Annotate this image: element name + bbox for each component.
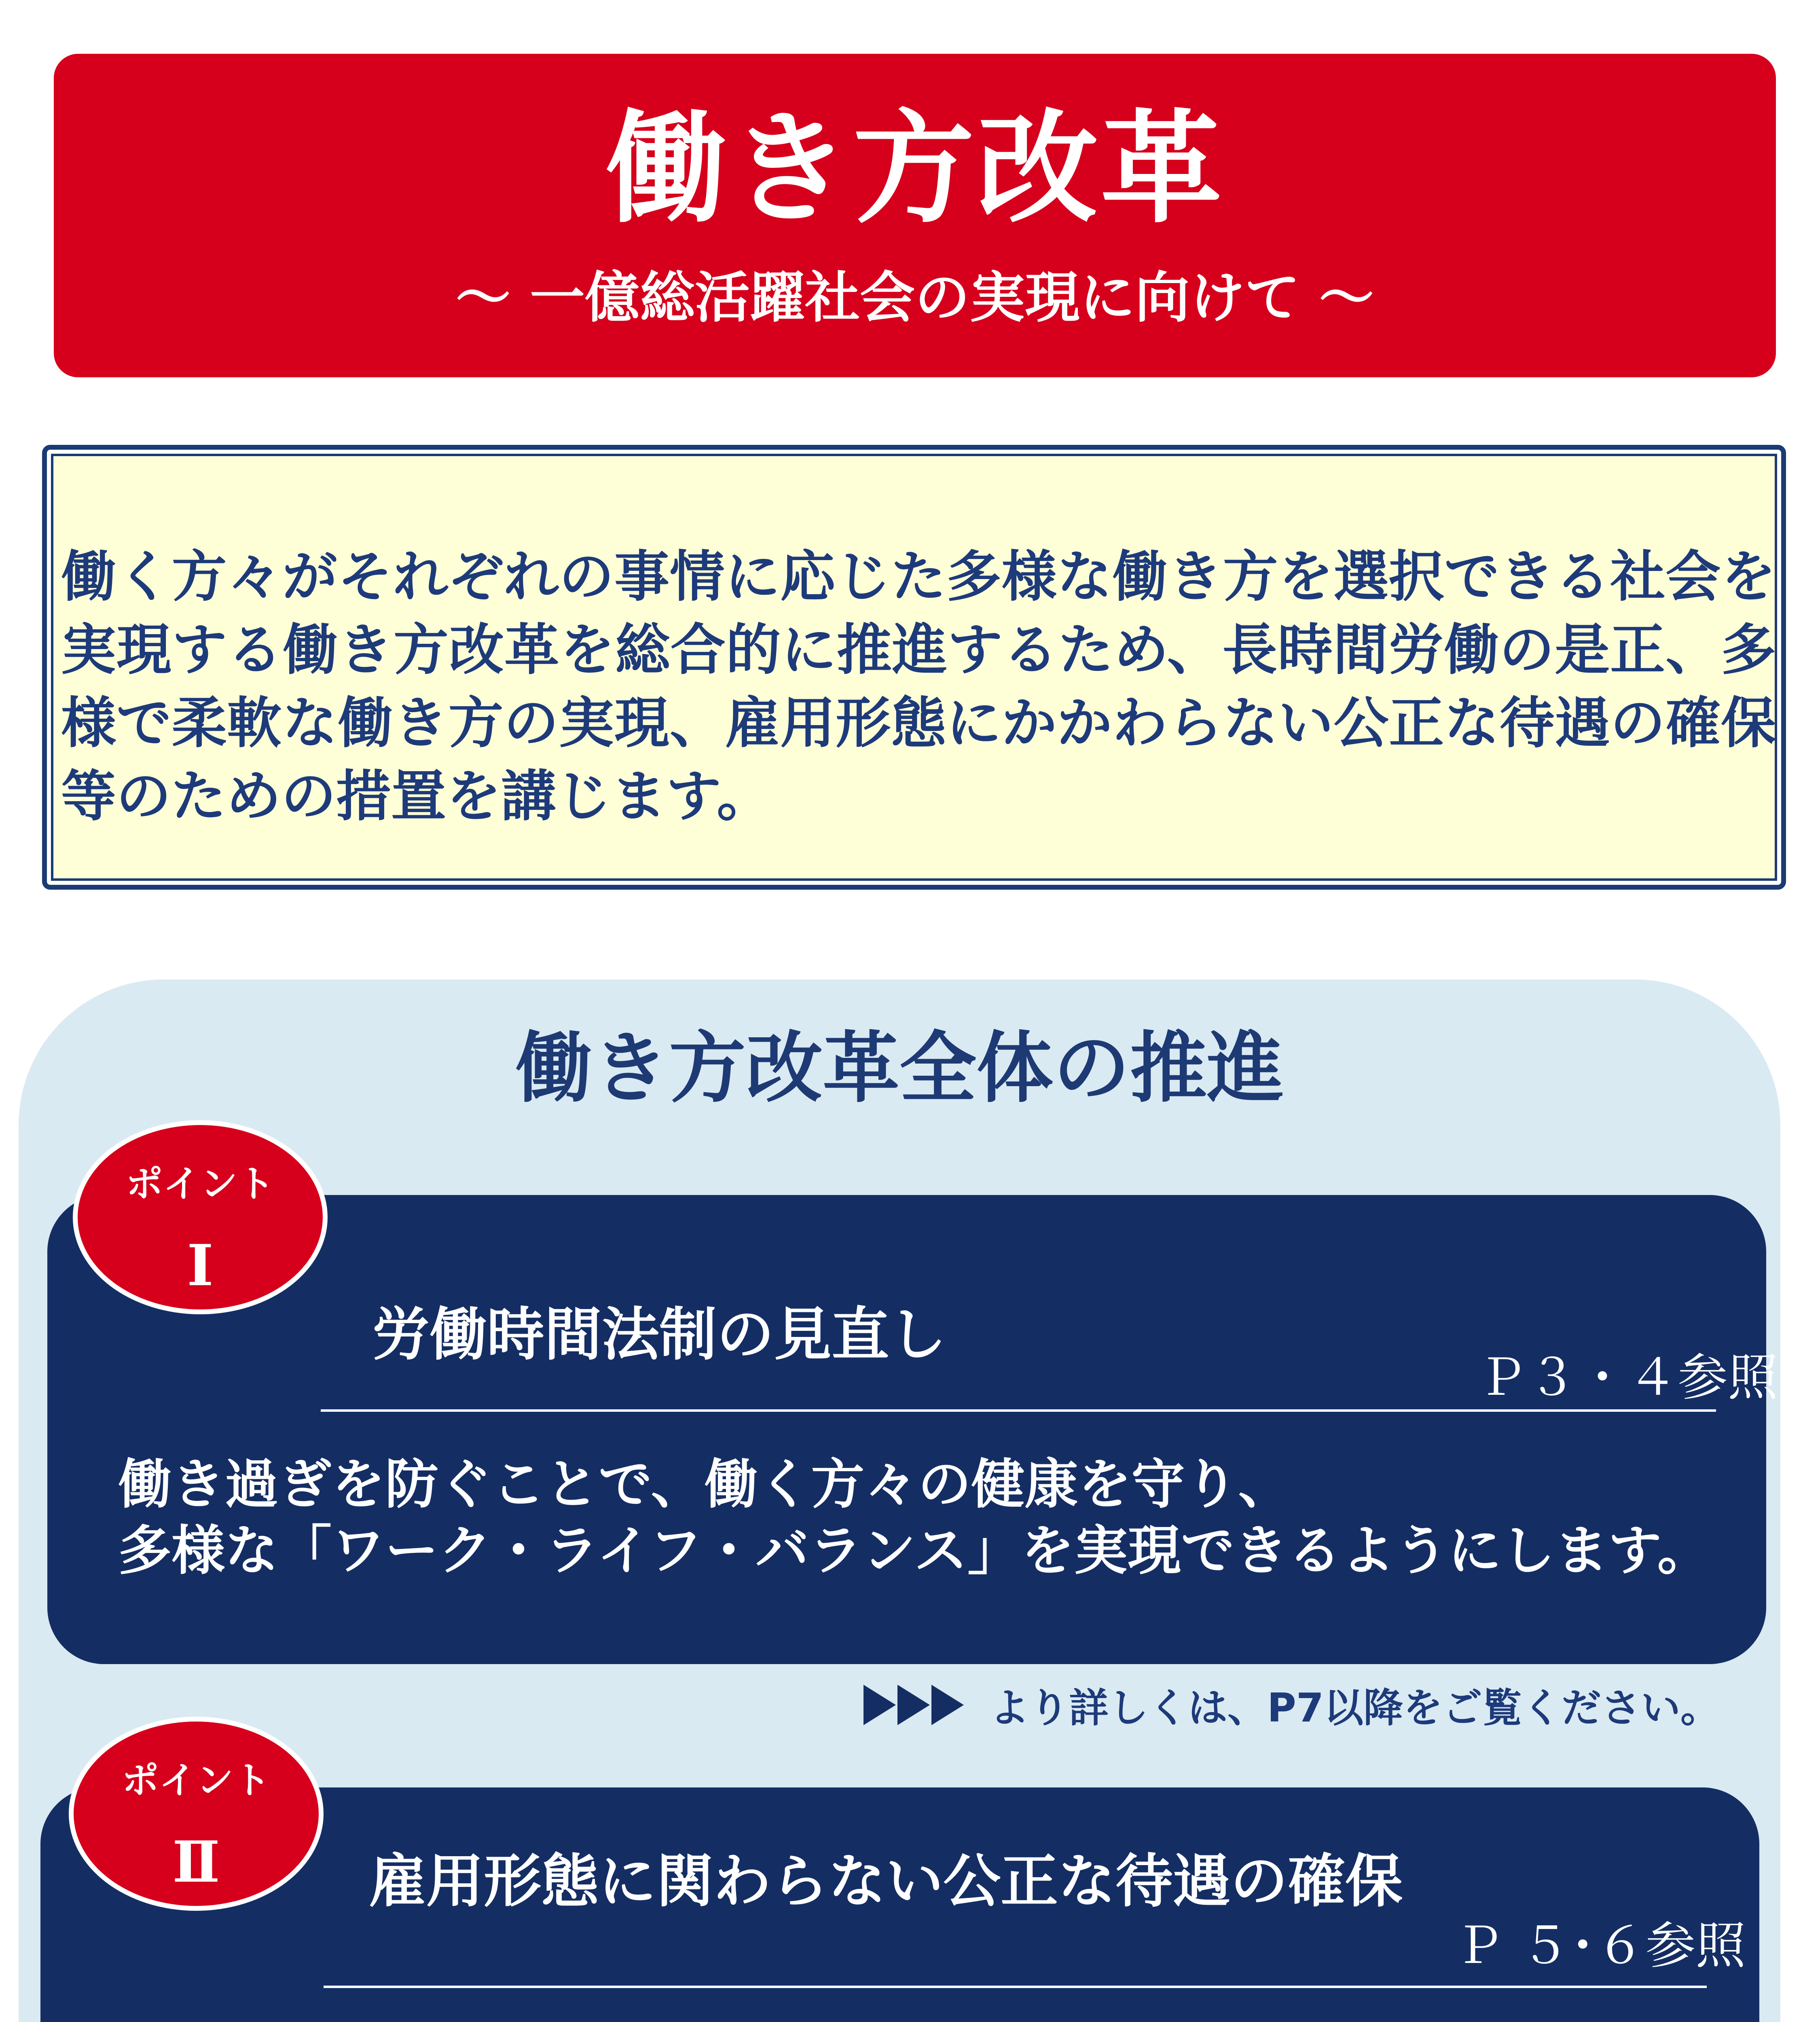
triple-arrow-icon (863, 1685, 965, 1725)
page-subtitle: ～ 一億総活躍社会の実現に向けて ～ (455, 266, 1374, 330)
page-title: 働き方改革 (605, 98, 1224, 239)
point-heading: 労働時間法制の見直し (372, 1301, 946, 1368)
badge-label: ポイント (125, 1162, 275, 1206)
body-line: 働き過ぎを防ぐことで、働く方々の健康を守り、 (118, 1453, 1292, 1516)
page-reference: Ｐ３・４参照 (1477, 1349, 1778, 1407)
panel-title: 働き方改革全体の推進 (515, 1024, 1284, 1113)
point-body (118, 1452, 1736, 1584)
point-badge-2 (69, 1717, 324, 1911)
more-info-text: より詳しくは、P7以降をご覧ください。 (990, 1685, 1721, 1731)
point-badge-1 (73, 1120, 328, 1314)
badge-number: Ⅱ (172, 1829, 220, 1895)
badge-label: ポイント (121, 1759, 271, 1802)
heading-divider (324, 1986, 1707, 1988)
intro-box (42, 445, 1786, 890)
more-info-link[interactable] (863, 1676, 1720, 1733)
badge-number: Ⅰ (187, 1233, 214, 1299)
intro-text: 働く方々がそれぞれの事情に応じた多様な働き方を選択できる社会を実現する働き方改革を総合的に推進するため、長時間労働の是正、多様で柔軟な働き方の実現、雇用形態にかかわらない公正な待遇の確保等のための措置を講じます。 (61, 545, 1776, 829)
point-heading: 雇用形態に関わらない公正な待遇の確保 (369, 1848, 1403, 1915)
page-reference: Ｐ ５･６参照 (1454, 1917, 1746, 1975)
heading-divider (321, 1409, 1716, 1412)
body-line: 多様な「ワーク・ライフ・バランス」を実現できるようにします。 (118, 1519, 1711, 1582)
title-banner (54, 54, 1776, 377)
